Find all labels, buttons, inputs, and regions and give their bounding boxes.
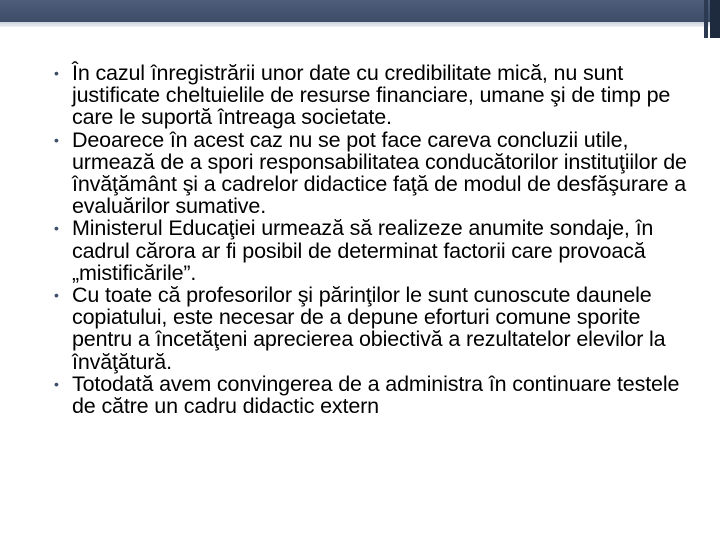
bullet-text: Ministerul Educaţiei urmează să realizeze anumite sondaje, în cadrul cărora ar fi posibil de determinat factorii care provoacă „mistificările”.: [72, 216, 654, 285]
slide-header-accent-secondary: [704, 0, 708, 38]
slide-content: [54, 62, 704, 417]
bullet-text: Cu toate că profesorilor şi părinţilor le sunt cunoscute daunele copiatului, este necesar de a depune eforturi comune sporite pentru a încetăţeni aprecierea obiectivă a rezultatelor elevilor la învăţătură.: [72, 283, 666, 374]
bullet-icon: •: [54, 131, 59, 148]
slide-header-shade: [0, 22, 720, 27]
bullet-text: În cazul înregistrării unor date cu credibilitate mică, nu sunt justificate cheltuielile de resurse financiare, umane şi de timp pe care le suportă întreaga societate.: [72, 61, 671, 130]
bullet-icon: •: [54, 287, 59, 304]
bullet-item: [54, 373, 704, 417]
bullet-icon: •: [54, 65, 59, 81]
bullet-list: [54, 62, 704, 417]
bullet-item: [54, 284, 704, 373]
bullet-item: [54, 217, 704, 284]
slide-header-accent: [710, 0, 720, 38]
bullet-icon: •: [54, 375, 59, 392]
bullet-item: [54, 129, 704, 218]
bullet-text: Totodată avem convingerea de a administra în continuare testele de către un cadru didactic extern: [72, 371, 680, 419]
bullet-icon: •: [54, 220, 59, 237]
bullet-item: [54, 62, 704, 129]
bullet-text: Deoarece în acest caz nu se pot face careva concluzii utile, urmează de a spori responsabilitatea conducătorilor instituţiilor de învăţământ şi a cadrelor didactice faţă de modul de desfăşurare a evaluărilor sumative.: [72, 127, 687, 219]
slide-header-bar: [0, 0, 720, 22]
